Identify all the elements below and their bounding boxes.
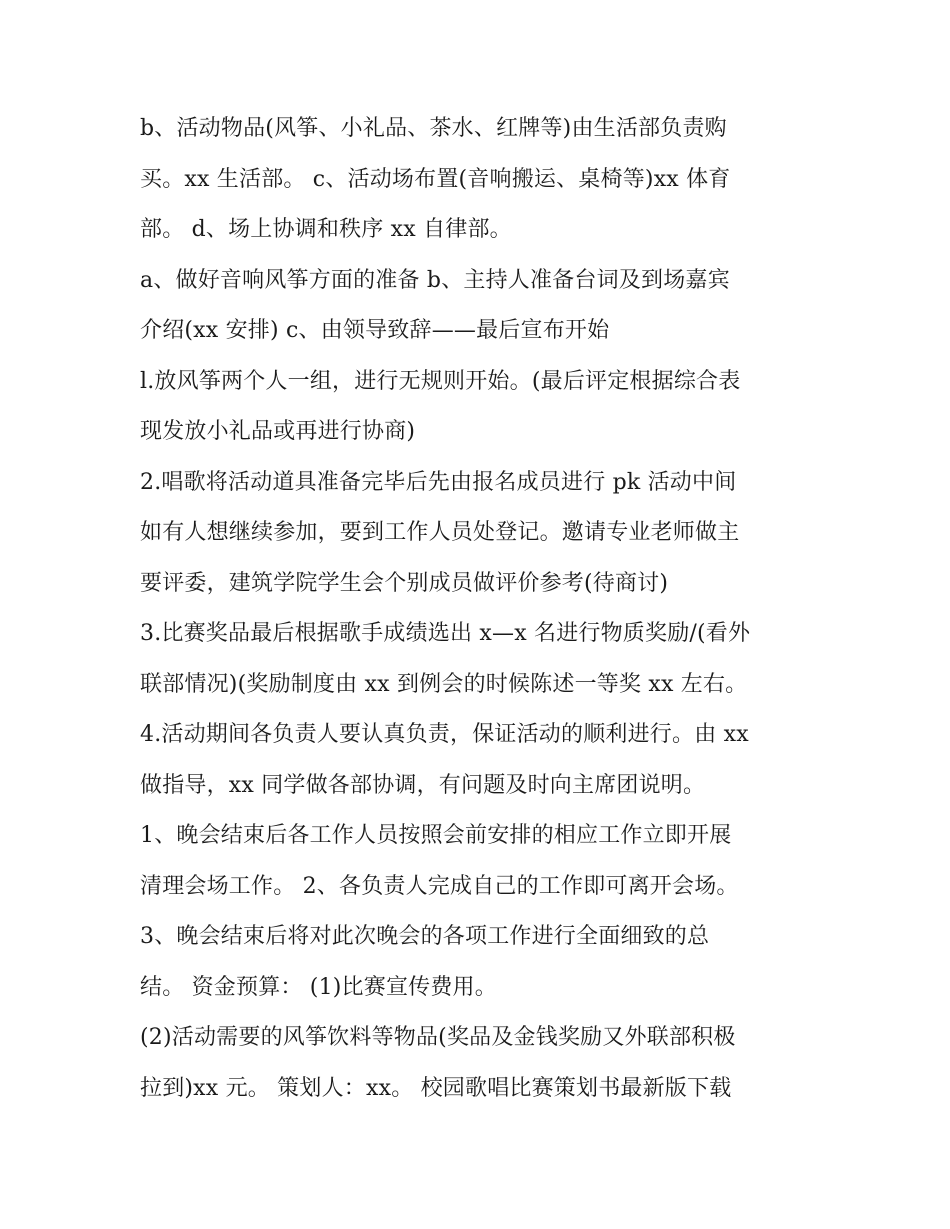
document-body [140,104,820,1114]
text-line: 买。xx 生活部。 c、活动场布置(音响搬运、桌椅等)xx 体育 [140,166,731,192]
text-line: 如有人想继续参加，要到工作人员处登记。邀请专业老师做主 [140,520,740,545]
text-line: 做指导，xx 同学做各部协调，有问题及时向主席团说明。 [140,772,706,798]
text-line: 3、晚会结束后将对此次晚会的各项工作进行全面细致的总 [140,924,710,949]
text-line: 4.活动期间各负责人要认真负责，保证活动的顺利进行。由 xx [140,722,749,747]
text-line: 清理会场工作。 2、各负责人完成自己的工作即可离开会场。 [140,873,739,899]
text-line: 要评委，建筑学院学生会个别成员做评价参考(待商讨) [140,570,669,596]
text-line: a、做好音响风筝方面的准备 b、主持人准备台词及到场嘉宾 [140,267,730,293]
text-line: (2)活动需要的风筝饮料等物品(奖品及金钱奖励又外联部积极 [140,1025,736,1050]
text-line: 3.比赛奖品最后根据歌手成绩选出 x—x 名进行物质奖励/(看外 [140,621,751,646]
text-line: 拉到)xx 元。 策划人：xx。 校园歌唱比赛策划书最新版下载 [140,1075,732,1101]
text-line: 现发放小礼品或再进行协商) [140,419,416,444]
text-line: 1、晚会结束后各工作人员按照会前安排的相应工作立即开展 [140,823,732,848]
text-line: l.放风筝两个人一组，进行无规则开始。(最后评定根据综合表 [140,368,741,394]
text-line: b、活动物品(风筝、小礼品、茶水、红牌等)由生活部负责购 [140,116,727,141]
text-line: 结。 资金预算： (1)比赛宣传费用。 [140,974,497,1000]
text-line: 2.唱歌将活动道具准备完毕后先由报名成员进行 pk 活动中间 [140,469,737,495]
text-line: 介绍(xx 安排) c、由领导致辞——最后宣布开始 [140,318,610,343]
text-line: 部。 d、场上协调和秩序 xx 自律部。 [140,217,512,242]
text-line: 联部情况)(奖励制度由 xx 到例会的时候陈述一等奖 xx 左右。 [140,671,748,697]
